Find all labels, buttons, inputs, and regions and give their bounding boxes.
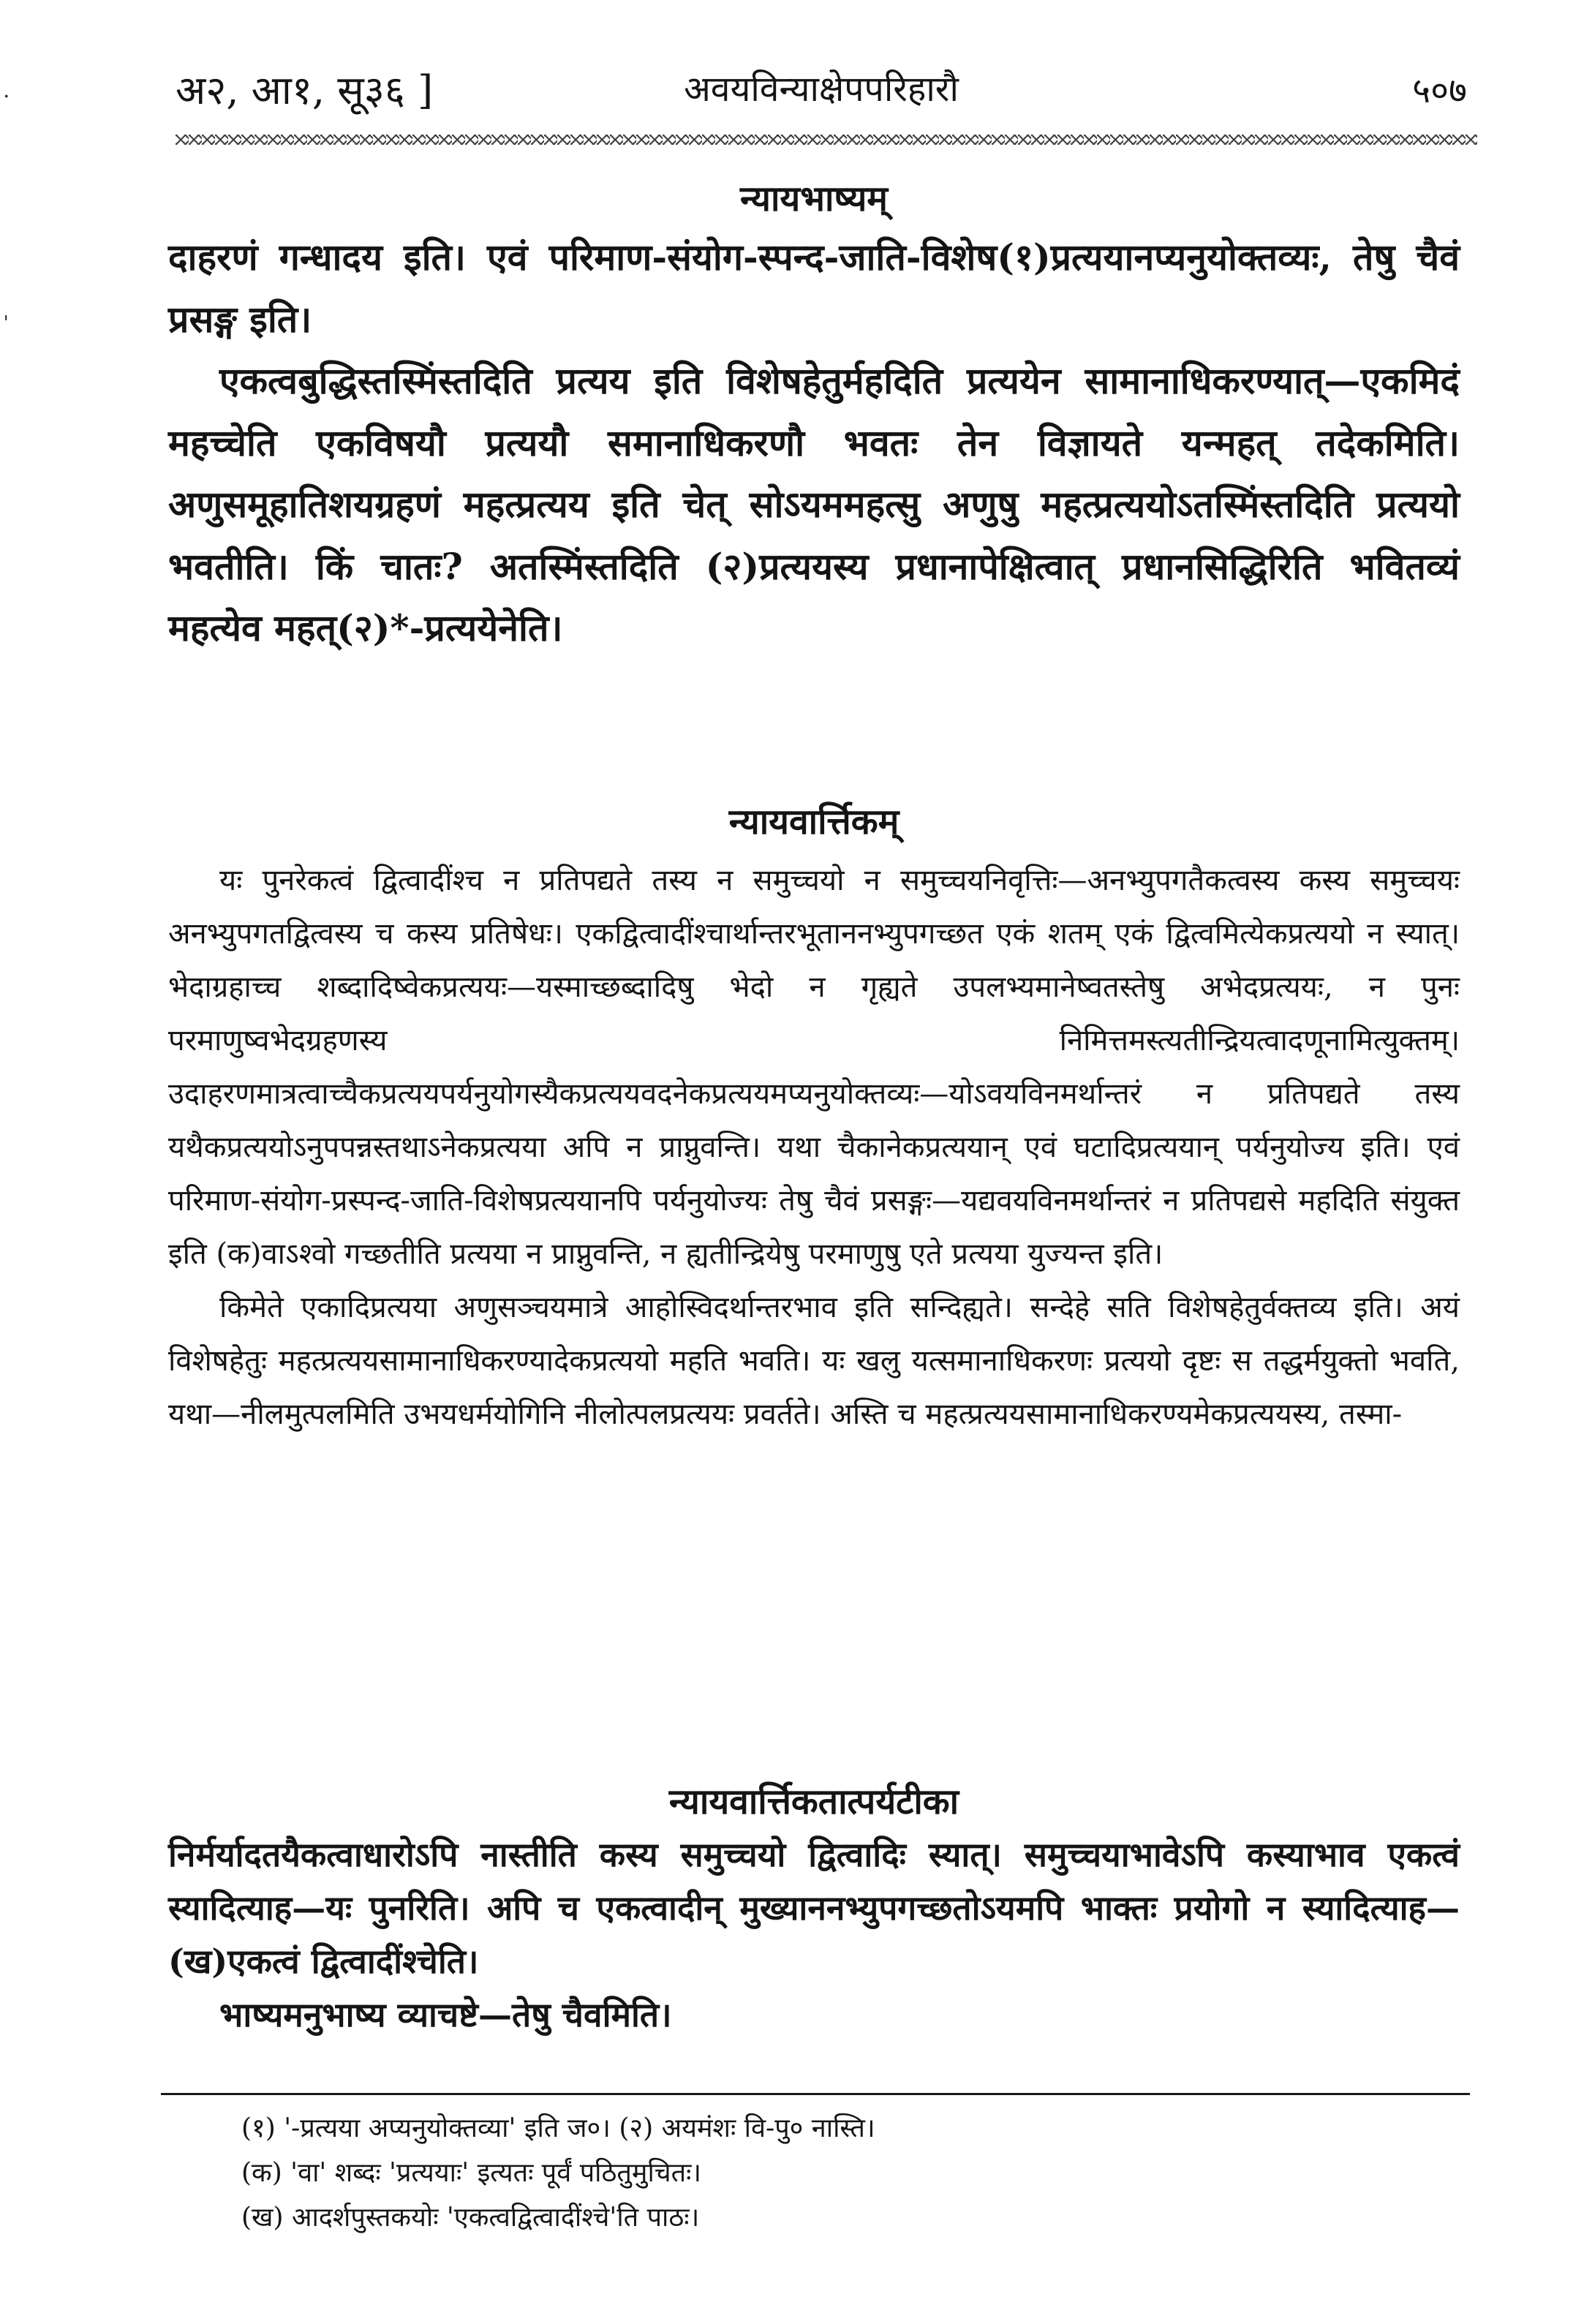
vartika-para-1: यः पुनरेकत्वं द्वित्वादींश्च न प्रतिपद्यते तस्य न समुच्चयो न समुच्चयनिवृत्तिः—अनभ्युपगतैकत्वस्य कस्य समुच्चयः अनभ्युपगतद्वित्वस्य च कस्य प्रतिषेधः। एकद्वित्वादींश्चार्थान्तरभूताननभ्युपगच्छत एकं शतम् एकं द्वित्वमित्येकप्रत्ययो न स्यात्। भेदाग्रहाच्च शब्दादिष्वेकप्रत्ययः—यस्माच्छब्दादिषु भेदो न गृह्यते उपलभ्यमानेष्वतस्तेषु अभेदप्रत्ययः, न पुनः परमाणुष्वभेदग्रहणस्य निमित्तमस्त्यतीन्द्रियत्वादणूनामित्युक्तम्। उदाहरणमात्रत्वाच्चैकप्रत्ययपर्यनुयोगस्यैकप्रत्ययवदनेकप्रत्ययमप्यनुयोक्तव्यः—योऽवयविनमर्थान्तरं न प्रतिपद्यते तस्य यथैकप्रत्ययोऽनुपपन्नस्तथाऽनेकप्रत्यया अपि न प्राप्नुवन्ति। यथा चैकानेकप्रत्ययान् एवं घटादिप्रत्ययान् पर्यनुयोज्य इति। एवं परिमाण-संयोग-प्रस्पन्द-जाति-विशेषप्रत्ययानपि पर्यनुयोज्यः तेषु चैवं प्रसङ्गः—यद्यवयविनमर्थान्तरं न प्रतिपद्यसे महदिति संयुक्त इति (क)वाऽश्वो गच्छतीति प्रत्यया न प्राप्नुवन्ति, न ह्यतीन्द्रियेषु परमाणुषु एते प्रत्यया युज्यन्त इति।: [168, 864, 1460, 1271]
bhashya-para-2: एकत्वबुद्धिस्तस्मिंस्तदिति प्रत्यय इति विशेषहेतुर्महदिति प्रत्ययेन सामानाधिकरण्यात्—एकमिदं महच्चेति एकविषयौ प्रत्ययौ समानाधिकरणौ भवतः तेन विज्ञायते यन्महत् तदेकमिति। अणुसमूहातिशयग्रहणं महत्प्रत्यय इति चेत् सोऽयममहत्सु अणुषु महत्प्रत्ययोऽतस्मिंस्तदिति प्रत्ययो भवतीति। किं चातः? अतस्मिंस्तदिति (२)प्रत्ययस्य प्रधानापेक्षित्वात् प्रधानसिद्धिरिति भवितव्यं महत्येव महत्(२)*-प्रत्ययेनेति।: [168, 359, 1460, 649]
header-wavy-rule: [176, 135, 1477, 145]
vartika-para-2: किमेते एकादिप्रत्यया अणुसञ्चयमात्रे आहोस्विदर्थान्तरभाव इति सन्दिह्यते। सन्देहे सति विशेषहेतुर्वक्तव्य इति। अयं विशेषहेतुः महत्प्रत्ययसामानाधिकरण्यादेकप्रत्ययो महति भवति। यः खलु यत्समानाधिकरणः प्रत्ययो दृष्टः स तद्धर्मयुक्तो भवति, यथा—नीलमुत्पलमिति उभयधर्मयोगिनि नीलोत्पलप्रत्ययः प्रवर्तते। अस्ति च महत्प्रत्ययसामानाधिकरण्यमेकप्रत्ययस्य, तस्मा-: [168, 1291, 1460, 1431]
margin-dot: ·: [3, 84, 10, 110]
tika-para-1: निर्मर्यादतयैकत्वाधारोऽपि नास्तीति कस्य समुच्चयो द्वित्वादिः स्यात्। समुच्चयाभावेऽपि कस्याभाव एकत्वं स्यादित्याह—यः पुनरिति। अपि च एकत्वादीन् मुख्याननभ्युपगच्छतोऽयमपि भाक्तः प्रयोगो न स्यादित्याह—(ख)एकत्वं द्वित्वादींश्चेति।: [168, 1835, 1460, 1981]
footnote-ka: (क) 'वा' शब्दः 'प्रत्ययाः' इत्यतः पूर्वं पठितुमुचितः।: [241, 2158, 702, 2188]
bhashya-text: [168, 227, 1460, 660]
tika-text: [168, 1828, 1460, 2042]
vartika-text: [168, 854, 1460, 1441]
header-reference: अ२, आ१, सू३६ ]: [176, 67, 434, 113]
bhashya-heading: न्यायभाष्यम्: [739, 178, 889, 219]
running-header: [176, 61, 1467, 120]
page-number: ५०७: [1412, 70, 1467, 111]
margin-tick: ˈ: [3, 312, 10, 338]
tika-para-2: भाष्यमनुभाष्य व्याचष्टे—तेषु चैवमिति।: [219, 1995, 672, 2034]
footnote-kha: (ख) आदर्शपुस्तकयोः 'एकत्वद्वित्वादींश्चे'ति पाठः।: [241, 2203, 700, 2233]
bhashya-para-1: दाहरणं गन्धादय इति। एवं परिमाण-संयोग-स्पन्द-जाति-विशेष(१)प्रत्ययानप्यनुयोक्तव्यः, तेषु चैवं प्रसङ्ग इति।: [168, 235, 1460, 341]
footnotes: [241, 2106, 1438, 2240]
header-title: अवयविन्याक्षेपपरिहारौ: [684, 69, 959, 110]
vartika-heading: न्यायवार्त्तिकम्: [728, 801, 900, 842]
footnote-1: (१) '-प्रत्यया अप्यनुयोक्तव्या' इति ज०। (२) अयमंशः वि-पु० नास्ति।: [241, 2113, 875, 2143]
tika-heading: न्यायवार्त्तिकतात्पर्यटीका: [668, 1781, 959, 1822]
footnote-rule: [161, 2093, 1470, 2095]
